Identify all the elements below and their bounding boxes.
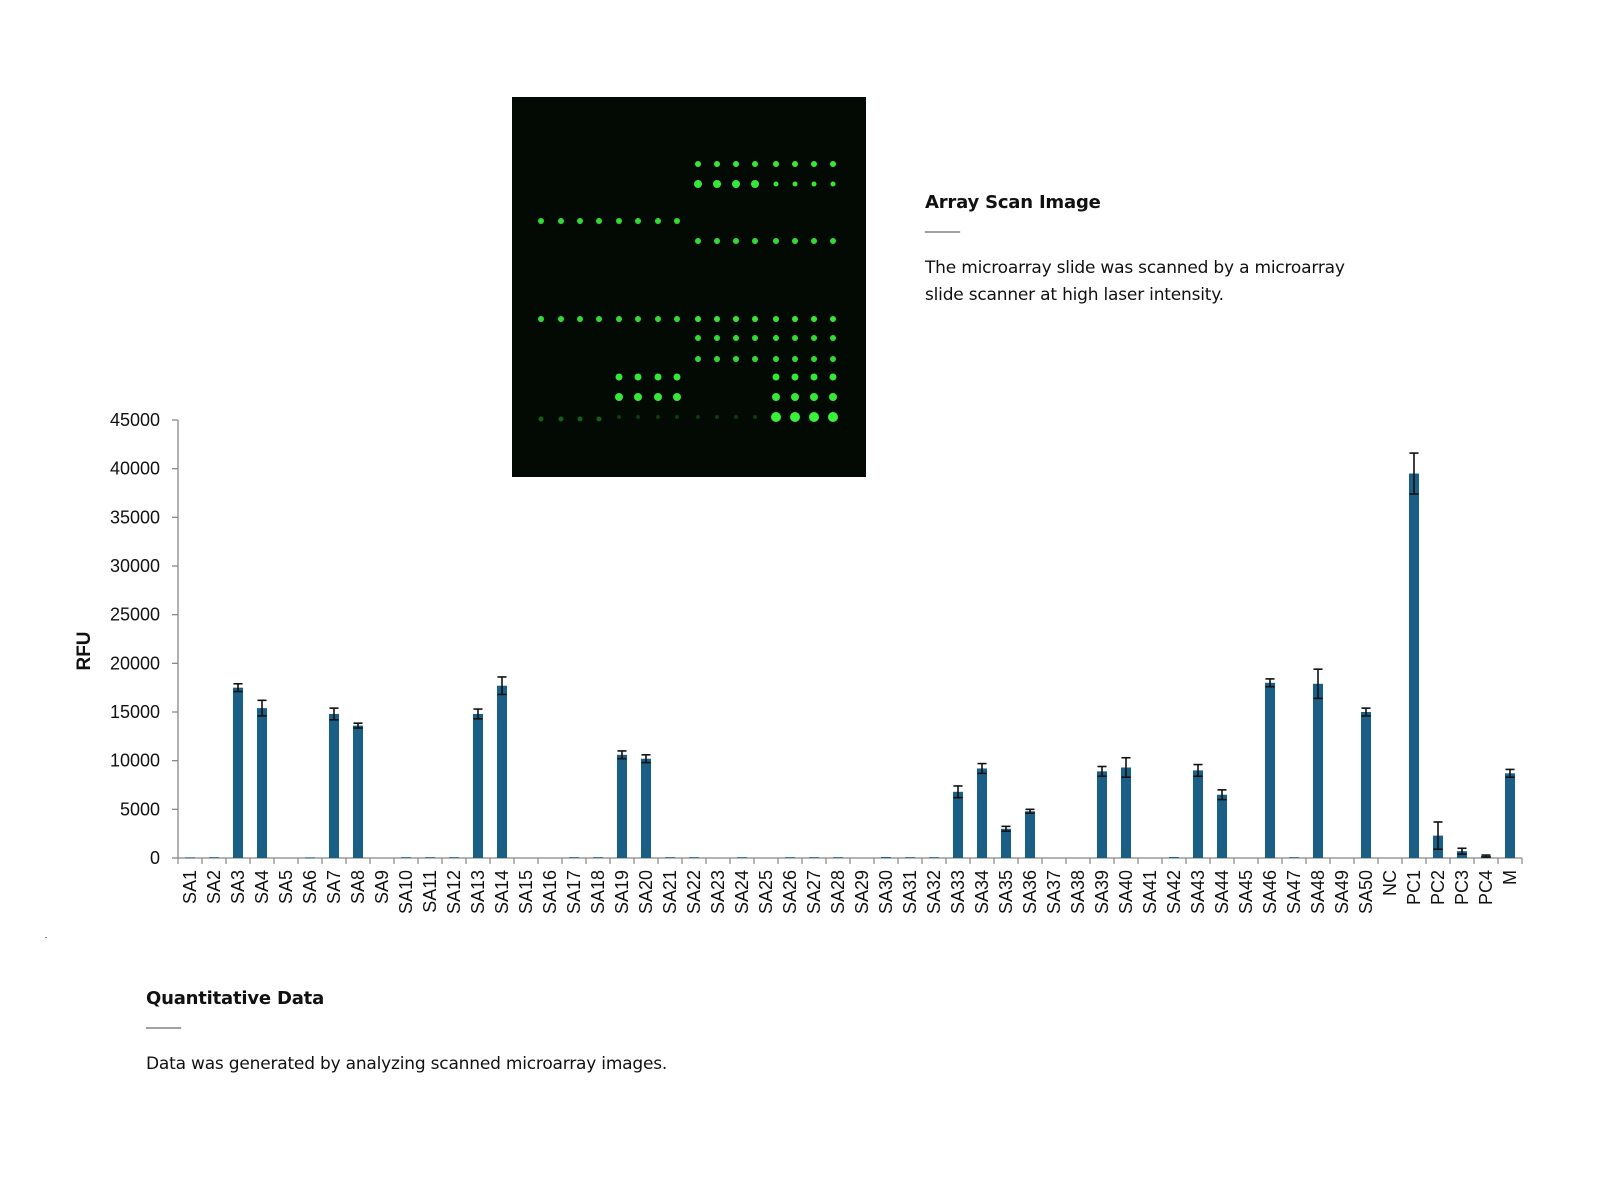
scan-spot [751,180,759,188]
bar [1289,857,1299,858]
y-tick-label: 0 [149,848,160,868]
bar [1097,771,1107,858]
bar [497,686,507,858]
array-scan-rule: _____ [925,217,960,233]
x-category-label: SA45 [1236,870,1256,915]
x-category-label: M [1500,870,1520,885]
bar [185,857,195,858]
x-category-label: PC4 [1476,870,1496,906]
scan-spot [792,238,798,244]
x-category-label: SA18 [588,870,608,915]
scan-spot [714,335,720,341]
scan-spot [811,335,817,341]
bar [1409,474,1419,858]
scan-spot [811,356,817,362]
x-category-label: SA44 [1212,870,1232,915]
bar [1169,857,1179,858]
bar [425,857,435,858]
x-category-label: SA25 [756,870,776,915]
bar [209,857,219,858]
x-category-label: SA36 [1020,870,1040,915]
scan-spot [674,374,681,381]
scan-spot [616,374,623,381]
scan-spot [635,316,641,322]
stray-mark [45,937,47,938]
scan-spot [773,335,779,341]
x-category-label: PC2 [1428,870,1448,906]
bar [353,726,363,858]
bar [305,857,315,858]
scan-spot [558,316,564,322]
bar [905,857,915,858]
x-category-label: SA50 [1356,870,1376,915]
bar [329,714,339,858]
quantitative-data-rule: _____ [146,1013,181,1029]
y-axis-title: RFU [74,631,95,671]
x-category-label: SA30 [876,870,896,915]
rfu-bar-chart [0,400,1600,920]
x-category-label: SA4 [252,870,272,905]
x-category-label: SA21 [660,870,680,915]
bar [449,857,459,858]
array-scan-info [925,192,1425,309]
scan-spot [811,238,817,244]
scan-spot [538,316,544,322]
bar [929,857,939,858]
scan-spot [635,218,641,224]
scan-spot [694,180,702,188]
scan-spot [773,374,780,381]
x-category-label: SA10 [396,870,416,915]
scan-spot [616,316,622,322]
scan-spot [577,316,583,322]
scan-spot [830,374,837,381]
scan-spot [830,356,836,362]
scan-spot [773,316,779,322]
scan-spot [695,356,701,362]
quantitative-data-info [146,988,846,1078]
x-category-label: SA13 [468,870,488,915]
bar [809,857,819,858]
scan-spot [674,218,680,224]
x-category-label: SA17 [564,870,584,915]
scan-spot [792,161,798,167]
bar [401,857,411,858]
array-scan-description: The microarray slide was scanned by a microarray slide scanner at high laser intensity. [925,258,1345,305]
x-category-label: SA32 [924,870,944,915]
y-tick-label: 5000 [119,799,160,820]
scan-spot [812,182,817,187]
scan-spot [792,316,798,322]
scan-spot [830,161,836,167]
x-category-label: SA29 [852,870,872,915]
x-category-label: SA8 [348,870,368,905]
chart-svg [0,400,1600,920]
scan-spot [811,161,817,167]
x-category-label: SA39 [1092,870,1112,915]
scan-spot [732,180,740,188]
x-category-label: SA14 [492,870,512,915]
scan-spot [558,218,564,224]
scan-spot [674,316,680,322]
bar [785,857,795,858]
x-category-label: SA28 [828,870,848,915]
bar [665,857,675,858]
scan-spot [830,238,836,244]
x-category-label: SA37 [1044,870,1064,915]
bar [1505,773,1515,858]
bar [1025,811,1035,858]
x-category-label: SA20 [636,870,656,915]
x-category-label: SA47 [1284,870,1304,915]
x-category-label: SA43 [1188,870,1208,915]
scan-spot [714,161,720,167]
scan-spot [811,374,818,381]
x-category-label: SA15 [516,870,536,915]
y-tick-label: 40000 [109,458,160,479]
scan-spot [792,335,798,341]
scan-spot [811,316,817,322]
bar [641,759,651,858]
scan-spot [655,316,661,322]
x-category-label: SA26 [780,870,800,915]
bar [1001,829,1011,858]
y-tick-label: 20000 [109,653,160,674]
bar [233,688,243,858]
scan-spot [596,218,602,224]
scan-spot [577,218,583,224]
x-category-label: PC1 [1404,870,1424,906]
scan-spot [714,238,720,244]
x-category-label: SA40 [1116,870,1136,915]
x-category-label: SA34 [972,870,992,915]
bar [1361,712,1371,858]
scan-spot [655,218,661,224]
bar [593,857,603,858]
scan-spot [695,161,701,167]
scan-spot [830,316,836,322]
x-category-label: SA27 [804,870,824,915]
scan-spot [616,218,622,224]
x-category-label: SA11 [420,870,440,913]
x-category-label: PC3 [1452,870,1472,906]
bar [881,857,891,858]
bar [569,857,579,858]
x-category-label: SA2 [204,870,224,905]
scan-spot [695,238,701,244]
scan-spot [752,238,758,244]
x-category-label: SA12 [444,870,464,915]
scan-spot [695,316,701,322]
scan-spot [830,335,836,341]
x-category-label: SA7 [324,870,344,905]
scan-spot [733,316,739,322]
x-category-label: NC [1380,870,1400,896]
x-category-label: SA24 [732,870,752,915]
bar [1265,683,1275,858]
bar [617,755,627,858]
x-category-label: SA23 [708,870,728,915]
bar [257,708,267,858]
x-category-label: SA19 [612,870,632,915]
scan-spot [713,180,721,188]
x-category-label: SA22 [684,870,704,915]
scan-spot [596,316,602,322]
x-category-label: SA6 [300,870,320,905]
scan-spot [773,161,779,167]
scan-spot [773,238,779,244]
y-tick-label: 10000 [109,750,160,771]
y-tick-label: 45000 [109,410,160,430]
x-category-label: SA9 [372,870,392,905]
scan-spot [733,356,739,362]
scan-spot [538,218,544,224]
x-category-label: SA48 [1308,870,1328,915]
scan-spot [752,161,758,167]
scan-spot [733,238,739,244]
scan-spot [635,374,642,381]
y-tick-label: 15000 [109,702,160,722]
x-category-label: SA35 [996,870,1016,915]
scan-spot [695,335,701,341]
x-category-label: SA5 [276,870,296,905]
bar [1193,770,1203,858]
y-tick-label: 30000 [109,556,160,576]
bar [1313,684,1323,858]
array-scan-heading: Array Scan Image [925,192,1101,213]
scan-spot [733,335,739,341]
x-category-label: SA46 [1260,870,1280,915]
scan-spot [773,356,779,362]
x-category-label: SA16 [540,870,560,915]
scan-spot [752,356,758,362]
x-category-label: SA31 [900,870,920,915]
scan-spot [792,374,799,381]
scan-spot [752,316,758,322]
x-category-label: SA38 [1068,870,1088,915]
scan-spot [752,335,758,341]
x-category-label: SA33 [948,870,968,915]
scan-spot [714,316,720,322]
y-tick-label: 25000 [109,604,160,625]
bar [689,857,699,858]
quantitative-data-heading: Quantitative Data [146,988,325,1009]
scan-spot [655,374,662,381]
y-tick-label: 35000 [109,507,160,528]
x-category-label: SA42 [1164,870,1184,915]
scan-spot [831,182,836,187]
bar [737,857,747,858]
bar [953,792,963,858]
x-category-label: SA1 [180,870,200,905]
scan-spot [714,356,720,362]
x-category-label: SA3 [228,870,248,905]
scan-spot [793,182,798,187]
bar [1217,795,1227,858]
bar [1121,767,1131,858]
x-category-label: SA41 [1140,870,1160,915]
x-category-label: SA49 [1332,870,1352,915]
scan-spot [774,182,779,187]
scan-spot [733,161,739,167]
quantitative-data-description: Data was generated by analyzing scanned microarray images. [146,1054,668,1074]
bar [833,857,843,858]
bar [977,768,987,858]
scan-spot [792,356,798,362]
bar [473,714,483,858]
